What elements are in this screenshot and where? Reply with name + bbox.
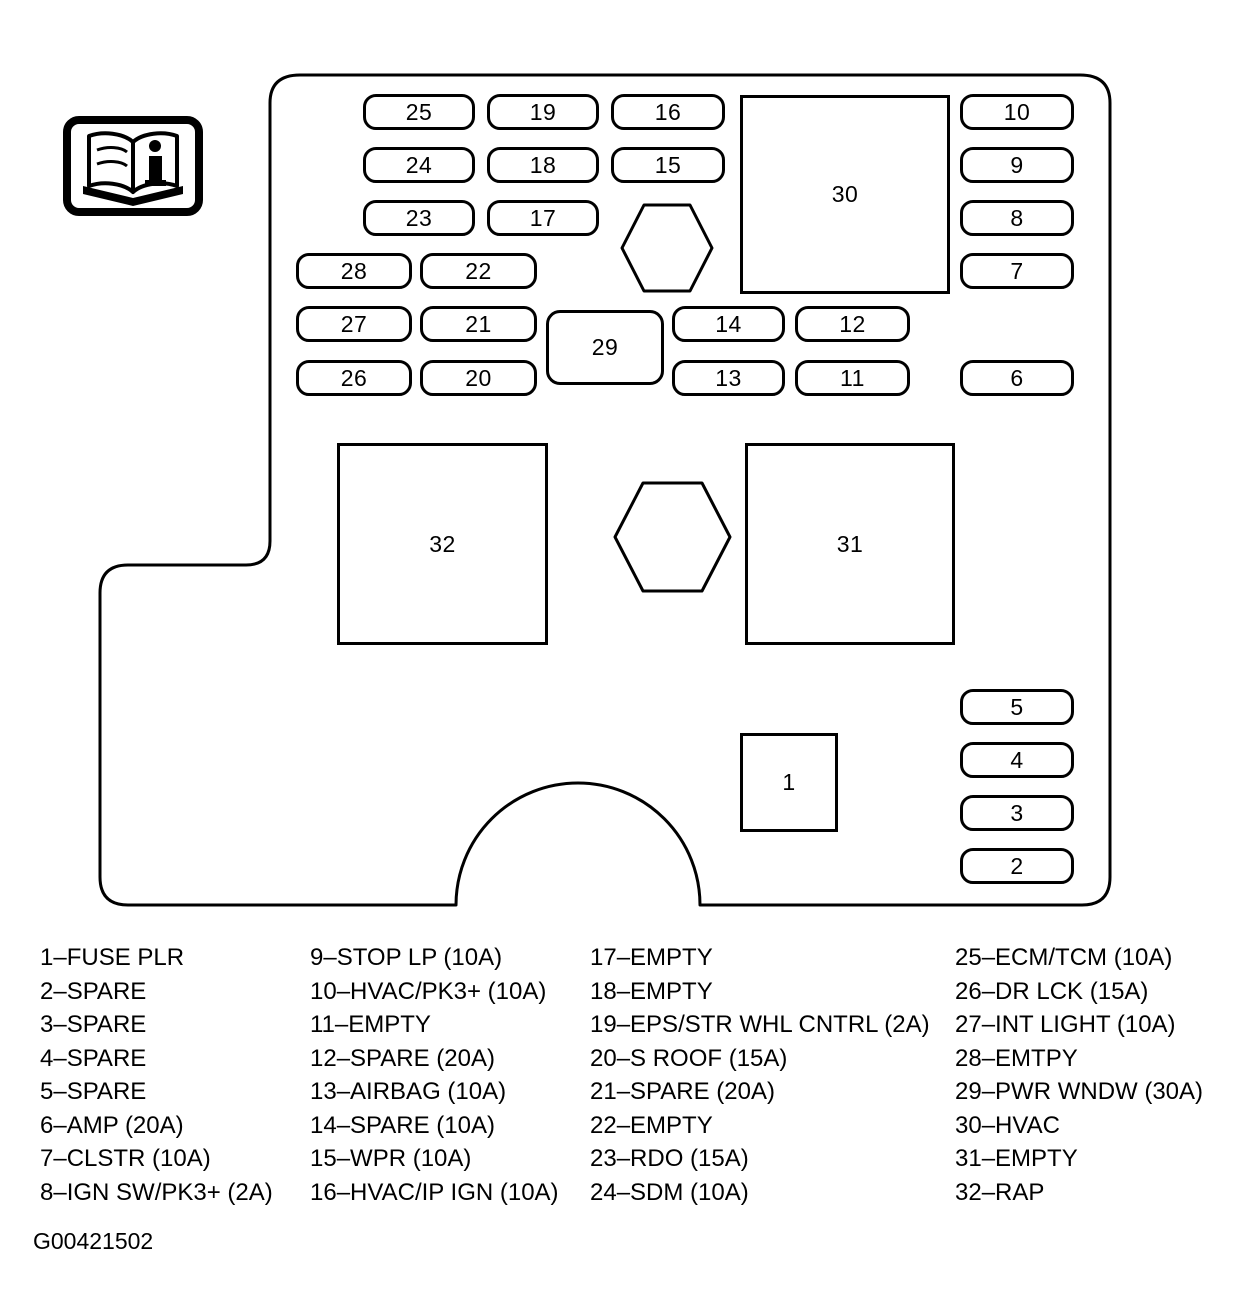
legend-entry: 27–INT LIGHT (10A) — [955, 1011, 1176, 1038]
fuse-3: 3 — [960, 795, 1074, 831]
fuse-29: 29 — [546, 310, 664, 385]
legend-entry: 26–DR LCK (15A) — [955, 977, 1149, 1005]
legend-entry: 19–EPS/STR WHL CNTRL (2A) — [590, 1011, 930, 1038]
legend-entry: 31–EMPTY — [955, 1145, 1078, 1172]
legend-entry: 28–EMTPY — [955, 1044, 1078, 1072]
fuse-26: 26 — [296, 360, 412, 396]
legend-entry: 25–ECM/TCM (10A) — [955, 944, 1173, 971]
fuse-14: 14 — [672, 306, 785, 342]
legend-entry: 23–RDO (15A) — [590, 1145, 749, 1172]
fuse-1: 1 — [740, 733, 838, 832]
fuse-2: 2 — [960, 848, 1074, 884]
fuse-21: 21 — [420, 306, 537, 342]
fuse-17: 17 — [487, 200, 599, 236]
figure-code: G00421502 — [33, 1228, 154, 1254]
fuse-27: 27 — [296, 306, 412, 342]
legend-entry: 21–SPARE (20A) — [590, 1078, 775, 1105]
legend-entry: 20–S ROOF (15A) — [590, 1044, 788, 1072]
fuse-25: 25 — [363, 94, 475, 130]
legend-entry: 3–SPARE — [40, 1011, 147, 1038]
legend-column-1 — [40, 941, 273, 1209]
legend-entry: 22–EMPTY — [590, 1111, 713, 1139]
legend-entry: 17–EMPTY — [590, 944, 713, 971]
fuse-4: 4 — [960, 742, 1074, 778]
fuse-8: 8 — [960, 200, 1074, 236]
fuse-11: 11 — [795, 360, 910, 396]
legend-entry: 30–HVAC — [955, 1111, 1060, 1139]
fuse-20: 20 — [420, 360, 537, 396]
legend-entry: 16–HVAC/IP IGN (10A) — [310, 1178, 559, 1206]
fuse-22: 22 — [420, 253, 537, 289]
legend-entry: 6–AMP (20A) — [40, 1111, 184, 1139]
legend-entry: 11–EMPTY — [310, 1011, 431, 1038]
fuse-5: 5 — [960, 689, 1074, 725]
fuse-28: 28 — [296, 253, 412, 289]
legend-entry: 12–SPARE (20A) — [310, 1044, 495, 1072]
legend-entry: 13–AIRBAG (10A) — [310, 1078, 507, 1105]
legend-entry: 4–SPARE — [40, 1044, 147, 1072]
legend-entry: 9–STOP LP (10A) — [310, 944, 503, 971]
legend-column-4 — [955, 941, 1203, 1209]
fuse-6: 6 — [960, 360, 1074, 396]
fuse-9: 9 — [960, 147, 1074, 183]
legend-entry: 14–SPARE (10A) — [310, 1111, 495, 1139]
legend-entry: 18–EMPTY — [590, 977, 713, 1005]
fuse-13: 13 — [672, 360, 785, 396]
fuse-7: 7 — [960, 253, 1074, 289]
fuse-10: 10 — [960, 94, 1074, 130]
legend-entry: 1–FUSE PLR — [40, 944, 185, 971]
fuse-30: 30 — [740, 95, 950, 294]
legend-entry: 2–SPARE — [40, 977, 147, 1005]
legend-entry: 32–RAP — [955, 1178, 1045, 1206]
fuse-24: 24 — [363, 147, 475, 183]
fuse-32: 32 — [337, 443, 548, 645]
legend-entry: 29–PWR WNDW (30A) — [955, 1078, 1204, 1105]
legend-entry: 24–SDM (10A) — [590, 1178, 749, 1206]
legend-entry: 7–CLSTR (10A) — [40, 1145, 211, 1172]
fuse-23: 23 — [363, 200, 475, 236]
fuse-31: 31 — [745, 443, 955, 645]
legend-entry: 10–HVAC/PK3+ (10A) — [310, 977, 547, 1005]
fuse-19: 19 — [487, 94, 599, 130]
legend-entry: 8–IGN SW/PK3+ (2A) — [40, 1178, 273, 1206]
legend-column-3 — [590, 941, 930, 1209]
legend-entry: 5–SPARE — [40, 1078, 147, 1105]
fuse-12: 12 — [795, 306, 910, 342]
fuse-16: 16 — [611, 94, 725, 130]
legend-column-2 — [310, 941, 559, 1209]
fuse-18: 18 — [487, 147, 599, 183]
fuse-15: 15 — [611, 147, 725, 183]
legend-entry: 15–WPR (10A) — [310, 1145, 472, 1172]
